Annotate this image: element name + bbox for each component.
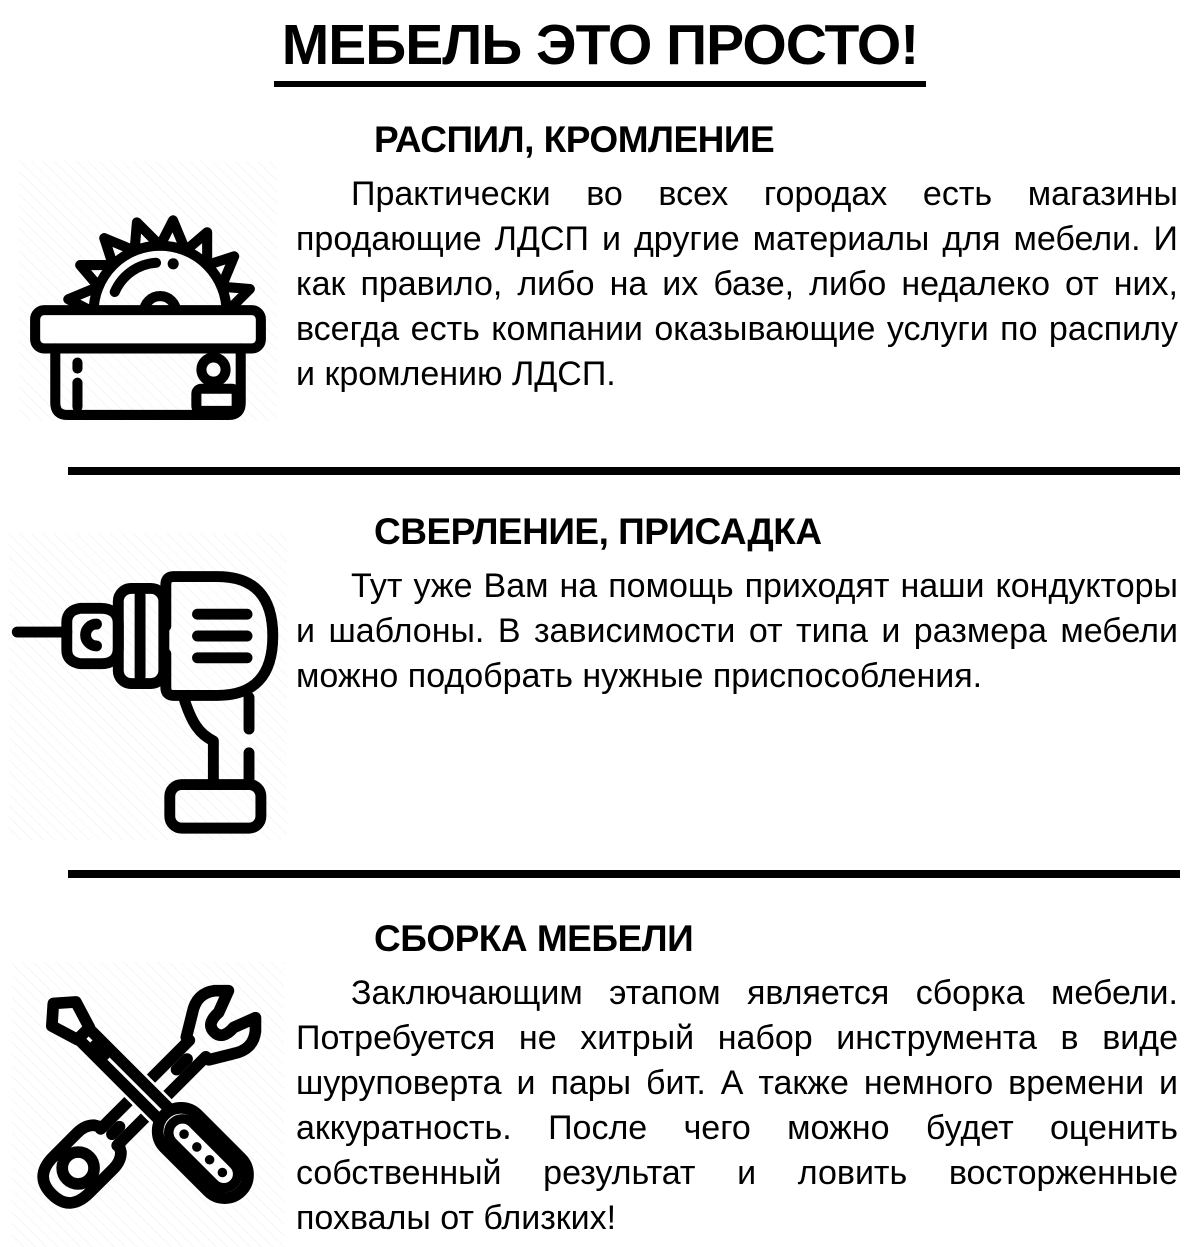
section-heading: РАСПИЛ, КРОМЛЕНИЕ — [374, 118, 775, 160]
section-heading: СБОРКА МЕБЕЛИ — [374, 917, 694, 959]
section-assembly-icon-col — [0, 920, 296, 1247]
section-heading: СВЕРЛЕНИЕ, ПРИСАДКА — [374, 510, 822, 552]
divider — [68, 870, 1180, 878]
drill-vents — [198, 614, 248, 658]
table-saw-icon — [19, 161, 277, 421]
drill-icon — [9, 533, 287, 840]
section-drilling — [0, 510, 1200, 840]
section-cutting — [0, 118, 1200, 421]
section-cutting-icon-col — [0, 121, 296, 421]
section-body: Практически во всех городах есть магазины продающие ЛДСП и другие материалы для мебели. И как правило, либо на их базе, либо недалеко от них, всегда есть компании оказывающие услуги по распилу и кромлению ЛДСП. — [296, 174, 1178, 393]
page-title: МЕБЕЛЬ ЭТО ПРОСТО! — [274, 16, 926, 87]
section-cutting-text — [296, 118, 1200, 397]
section-assembly — [0, 917, 1200, 1247]
divider — [68, 467, 1180, 475]
section-assembly-text — [296, 917, 1200, 1241]
section-drilling-text — [296, 510, 1200, 699]
drill-chuck — [67, 608, 118, 663]
tools-icon — [12, 962, 284, 1247]
section-body: Заключающим этапом является сборка мебели. Потребуется не хитрый набор инструмента в виде шуруповерта и пары бит. А также немного времени и аккуратность. После чего можно будет оценить собственный результат и ловить восторженные похвалы от близких! — [296, 973, 1178, 1237]
section-body: Тут уже Вам на помощь приходят наши кондукторы и шаблоны. В зависимости от типа и размера мебели можно подобрать нужные приспособления. — [296, 566, 1178, 695]
section-drilling-icon-col — [0, 513, 296, 840]
page-header — [0, 13, 1200, 87]
saw-table-top — [35, 310, 261, 348]
drill-trigger — [184, 697, 214, 782]
drill-battery — [170, 784, 261, 828]
